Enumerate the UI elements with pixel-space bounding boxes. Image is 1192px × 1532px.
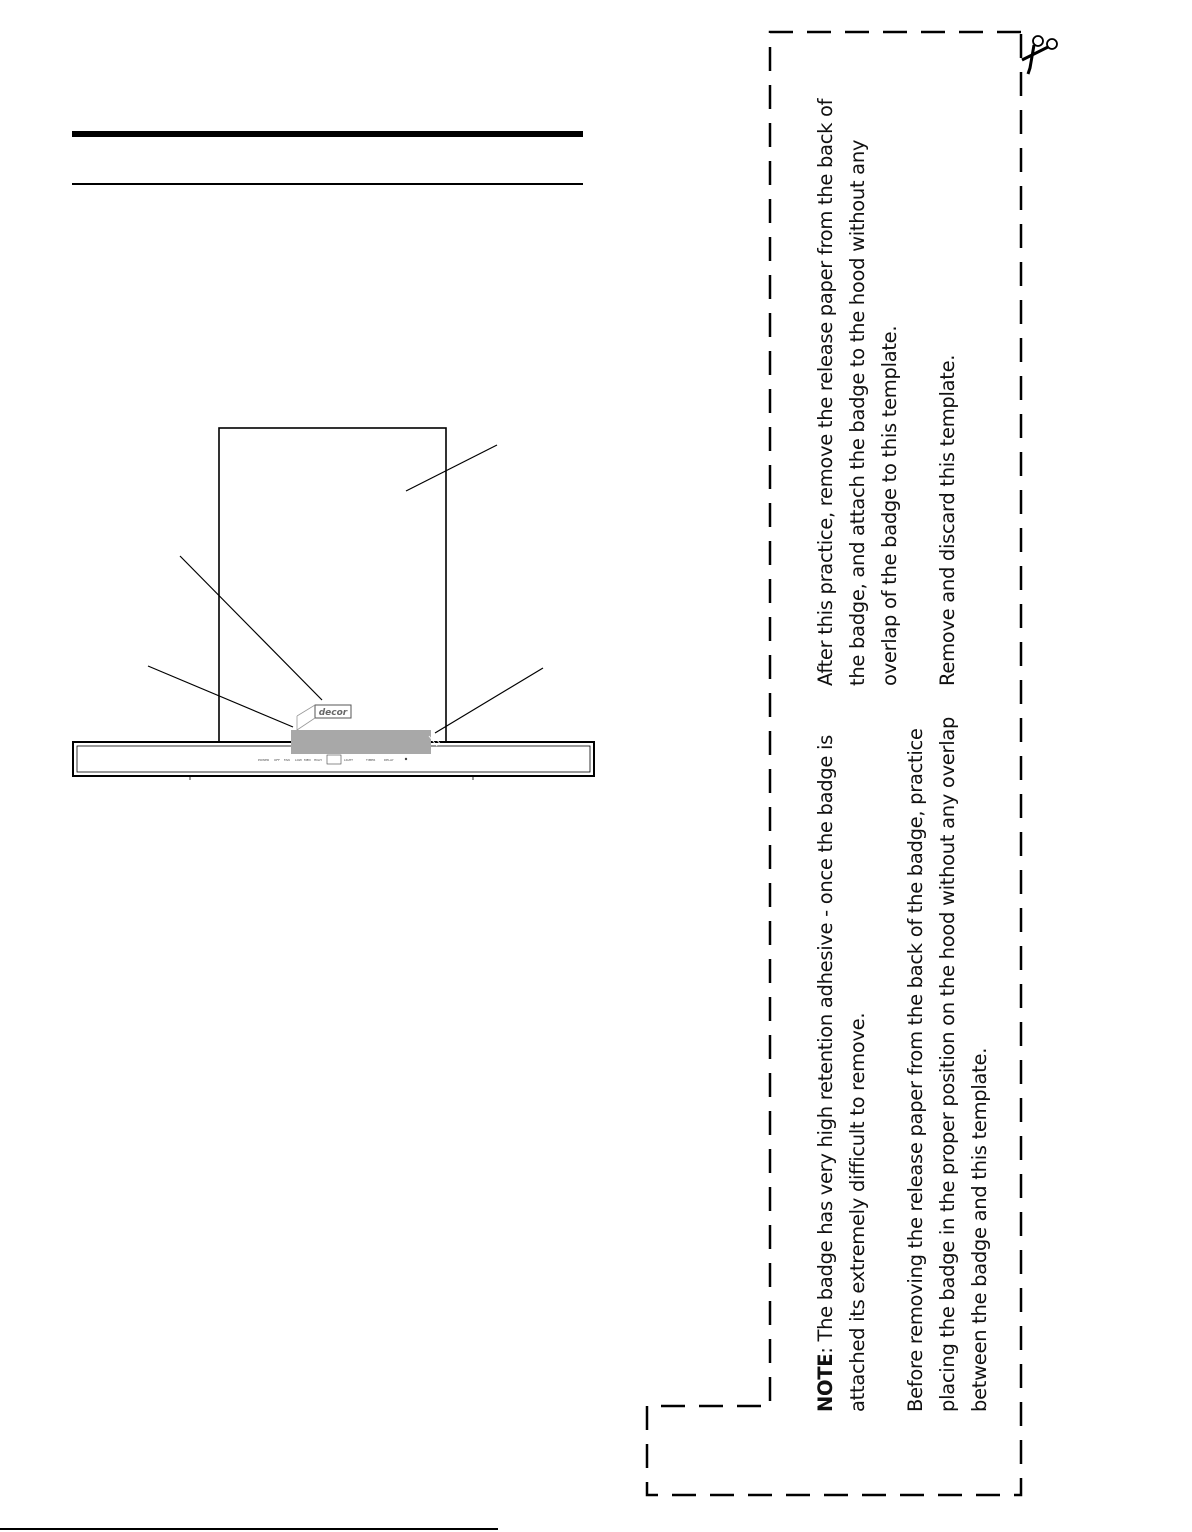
badge-logo-text: decor	[318, 708, 348, 718]
instructions-bottom	[810, 717, 996, 1412]
control-label-med: MED	[304, 758, 311, 762]
before-removing-line-2: placing the badge in the proper position on the hood without any overlap	[936, 716, 959, 1412]
instructions-top	[810, 99, 964, 686]
note-line-2: attached its extremely difficult to remove.	[846, 1012, 869, 1412]
note-label: NOTE	[814, 1353, 837, 1412]
note-line-1-text: : The badge has very high retention adhesive - once the badge is	[814, 735, 837, 1354]
control-label-high: HIGH	[314, 758, 322, 762]
before-removing-line-3: between the badge and this template.	[968, 1047, 991, 1412]
after-practice-line-2: the badge, and attach the badge to the hood without any	[846, 139, 869, 686]
footer-rule	[0, 1528, 498, 1530]
scissors-icon	[1016, 30, 1060, 78]
before-removing-line-1: Before removing the release paper from the back of the badge, practice	[904, 728, 927, 1412]
after-practice-line-3: overlap of the badge to this template.	[878, 325, 901, 686]
control-label-off: OFF	[274, 758, 280, 762]
remove-discard-text: Remove and discard this template.	[936, 354, 959, 686]
note-line-1	[810, 717, 842, 1412]
after-practice-line-1: After this practice, remove the release paper from the back of	[814, 98, 837, 686]
control-label-fan: FAN	[284, 758, 290, 762]
control-label-light: LIGHT	[344, 758, 353, 762]
control-label-power: POWER	[258, 758, 270, 762]
control-label-timer: TIMER	[366, 758, 376, 762]
control-label-delay: DELAY	[384, 758, 394, 762]
control-label-low: LOW	[295, 758, 302, 762]
